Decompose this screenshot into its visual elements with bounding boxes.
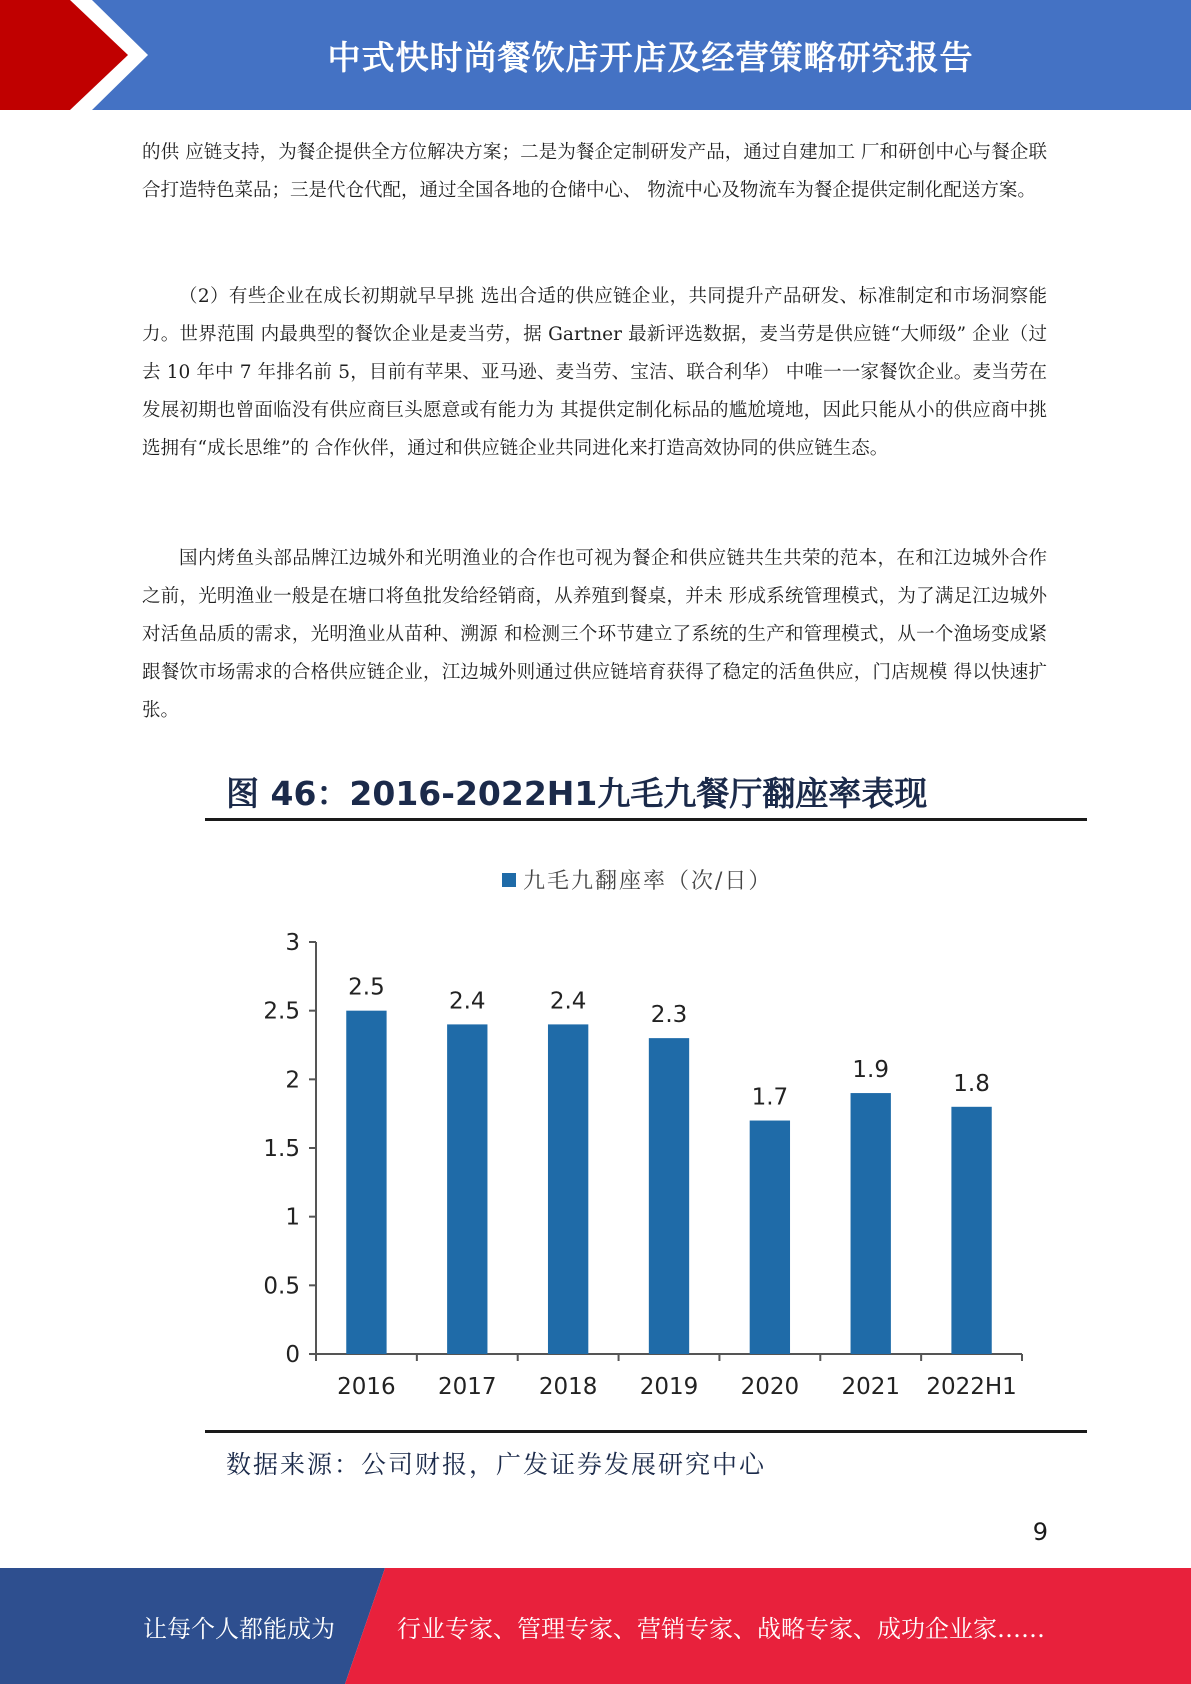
- bar: [346, 1011, 386, 1354]
- x-tick-label: 2019: [639, 1374, 699, 1400]
- paragraph-2: （2）有些企业在成长初期就早早挑 选出合适的供应链企业，共同提升产品研发、标准制定和市场洞察能力。世界范围 内最典型的餐饮企业是麦当劳，据 Gartner 最新评选数据，麦当劳是供应链“大师级” 企业（过去 10 年中 7 年排名前 5，目前有苹果、亚马逊、麦当劳、宝洁、联合利华） 中唯一一家餐饮企业。麦当劳在发展初期也曾面临没有供应商巨头愿意或有能力为 其提供定制化标品的尴尬境地，因此只能从小的供应商中挑选拥有“成长思维”的 合作伙伴，通过和供应链企业共同进化来打造高效协同的供应链生态。: [142, 286, 1047, 459]
- figure-source: 数据来源：公司财报，广发证券发展研究中心: [226, 1450, 767, 1479]
- y-tick-label: 3: [285, 930, 300, 956]
- data-label: 1.9: [852, 1057, 890, 1084]
- x-tick-label: 2022H1: [926, 1374, 1017, 1400]
- x-tick-label: 2017: [438, 1374, 497, 1400]
- footer-slogan-left: 让每个人都能成为: [143, 1614, 335, 1643]
- paragraph-3: 国内烤鱼头部品牌江边城外和光明渔业的合作也可视为餐企和供应链共生共荣的范本，在和江边城外合作之前，光明渔业一般是在塘口将鱼批发给经销商，从养殖到餐桌，并未 形成系统管理模式，为了满足江边城外对活鱼品质的需求，光明渔业从苗种、溯源 和检测三个环节建立了系统的生产和管理模式，从一个渔场变成紧跟餐饮市场需求的合格供应链企业，江边城外则通过供应链培育获得了稳定的活鱼供应，门店规模 得以快速扩张。: [142, 548, 1047, 721]
- legend-label: 九毛九翻座率（次/日）: [523, 869, 773, 894]
- page-footer: [0, 1568, 1191, 1684]
- data-label: 1.8: [953, 1070, 990, 1097]
- data-label: 1.7: [751, 1084, 789, 1111]
- footer-slogan-right: 行业专家、管理专家、营销专家、战略专家、成功企业家……: [397, 1614, 1045, 1643]
- header-arrow-icon: [0, 0, 160, 110]
- legend-swatch: [502, 873, 516, 887]
- data-label: 2.3: [650, 1002, 688, 1029]
- bar: [750, 1121, 790, 1354]
- bar: [548, 1024, 588, 1354]
- figure-top-rule: [205, 818, 1087, 821]
- paragraph-1: 的供 应链支持，为餐企提供全方位解决方案；二是为餐企定制研发产品，通过自建加工 厂和研创中心与餐企联合打造特色菜品；三是代仓代配，通过全国各地的仓储中心、 物流中心及物流车为餐企提供定制化配送方案。: [142, 142, 1047, 201]
- bar-chart: [205, 822, 1087, 1430]
- page-number: 9: [1032, 1518, 1048, 1546]
- x-tick-label: 2016: [337, 1374, 396, 1400]
- y-tick-label: 0.5: [263, 1273, 300, 1300]
- bar: [851, 1093, 891, 1354]
- report-title: 中式快时尚餐饮店开店及经营策略研究报告: [327, 37, 974, 77]
- figure-bottom-rule: [205, 1430, 1087, 1433]
- figure-title: 图 46：2016-2022H1九毛九餐厅翻座率表现: [226, 774, 928, 813]
- x-tick-label: 2021: [841, 1374, 900, 1400]
- bar: [447, 1024, 487, 1354]
- x-tick-label: 2020: [740, 1374, 800, 1400]
- y-tick-label: 1.5: [263, 1136, 300, 1162]
- data-label: 2.4: [448, 988, 486, 1015]
- y-tick-label: 1: [285, 1204, 300, 1231]
- bar: [951, 1107, 991, 1354]
- y-tick-label: 2: [285, 1067, 300, 1094]
- y-tick-label: 0: [285, 1342, 300, 1368]
- y-tick-label: 2.5: [263, 998, 300, 1025]
- data-label: 2.5: [348, 974, 385, 1001]
- bar: [649, 1038, 689, 1354]
- page-header: [0, 0, 1191, 110]
- x-tick-label: 2018: [538, 1374, 598, 1400]
- data-label: 2.4: [549, 988, 587, 1015]
